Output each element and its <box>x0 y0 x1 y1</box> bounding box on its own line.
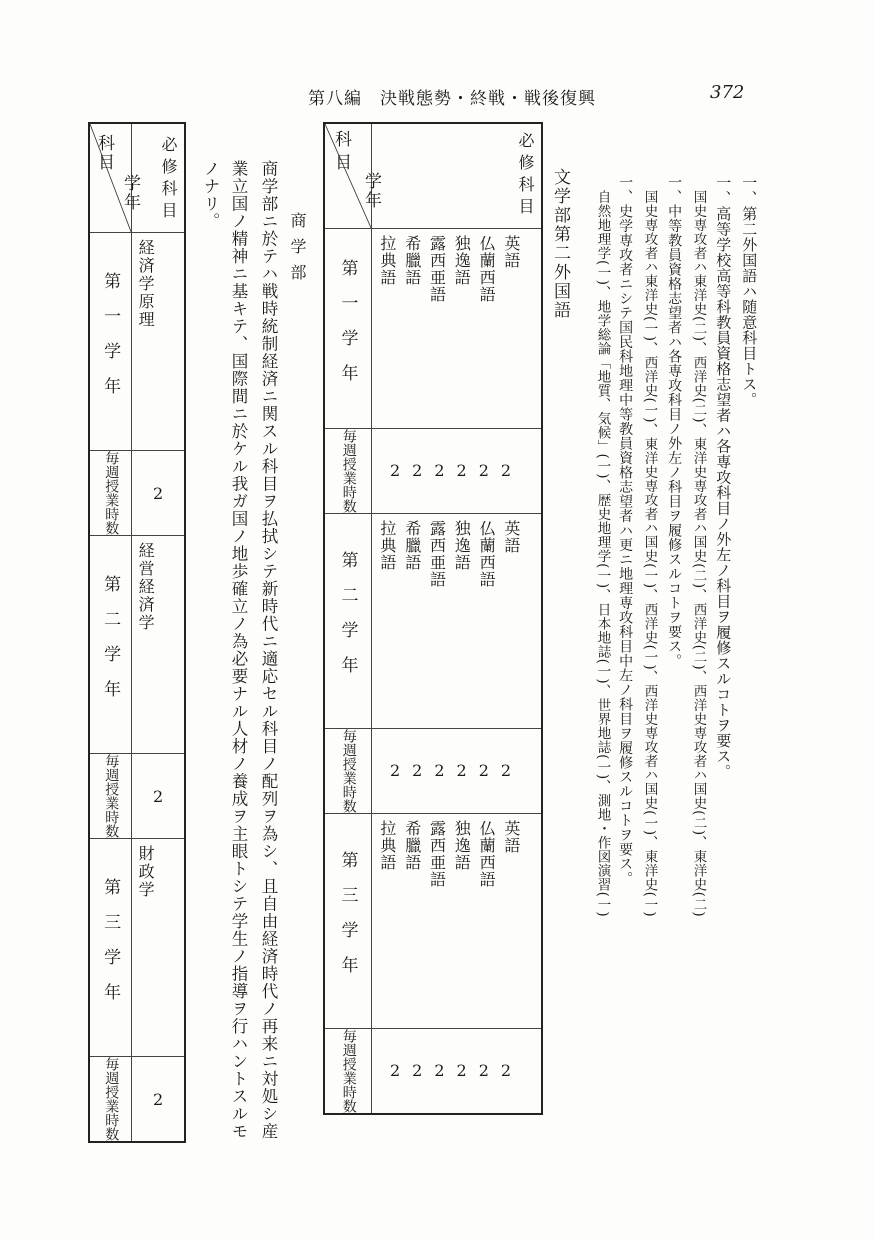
required-subjects-label: 必修科目 <box>132 123 185 233</box>
hours-value: 2 <box>478 760 501 780</box>
page-header <box>300 84 780 108</box>
year-3-header: 第三学年 <box>324 814 372 1029</box>
year-1-header: 第一学年 <box>324 229 372 429</box>
language-item: 露西亜語 <box>427 820 447 888</box>
corner-subject-label: 科目 <box>94 134 114 172</box>
year-1-hours <box>372 429 542 514</box>
language-item: 英語 <box>501 235 521 269</box>
hours-value: 2 <box>500 1060 524 1080</box>
commerce-body-line-3: ノナリ。 <box>200 160 220 230</box>
hours-value: 2 <box>478 1060 501 1080</box>
table-corner <box>89 123 140 233</box>
note-2: 一、高等学校高等科教員資格志望者ハ各専攻科目ノ外左ノ科目ヲ履修スルコトヲ要ス。 <box>714 175 733 780</box>
hours-value: 2 <box>389 460 413 480</box>
year-2-header: 第二学年 <box>324 514 372 729</box>
hours-value: 2 <box>152 786 164 806</box>
year-3-languages <box>372 814 542 1029</box>
hours-value: 2 <box>456 760 479 780</box>
year-1-languages <box>372 229 542 429</box>
language-item: 希臘語 <box>402 235 422 286</box>
language-item: 拉典語 <box>377 235 397 286</box>
note-1: 一、第二外国語ハ随意科目トス。 <box>740 175 759 408</box>
language-item: 露西亜語 <box>427 235 447 303</box>
year-3-hours <box>372 1029 542 1115</box>
year-3-hours <box>132 1057 185 1143</box>
note-6: 一、史学専攻者ニシテ国民科地理中等教員資格志望者ハ更ニ地理専攻科目中左ノ科目ヲ履修スルコトヲ要ス。 <box>617 175 634 886</box>
hours-value: 2 <box>152 483 164 503</box>
required-subjects-label: 必修科目 <box>372 123 542 229</box>
hours-value: 2 <box>412 760 435 780</box>
commerce-heading: 商学部 <box>288 212 307 290</box>
year-2-hours <box>372 729 542 814</box>
hours-value: 2 <box>389 1060 413 1080</box>
language-item: 仏蘭西語 <box>477 820 497 888</box>
hours-header: 毎週授業時数 <box>89 754 132 839</box>
hours-value: 2 <box>412 1060 435 1080</box>
hours-value: 2 <box>434 1060 457 1080</box>
hours-value: 2 <box>500 760 524 780</box>
hours-header: 毎週授業時数 <box>89 451 132 536</box>
subject-name: 経営経済学 <box>136 542 156 632</box>
language-item: 希臘語 <box>402 820 422 871</box>
running-title: 第八編 決戦態勢・終戦・戦後復興 <box>308 89 596 109</box>
hours-header: 毎週授業時数 <box>89 1057 132 1143</box>
language-item: 露西亜語 <box>427 520 447 588</box>
hours-value: 2 <box>456 1060 479 1080</box>
hours-header: 毎週授業時数 <box>324 429 372 514</box>
language-item: 独逸語 <box>452 235 472 286</box>
corner-year-label: 学年 <box>120 174 140 212</box>
corner-subject-label: 科目 <box>331 130 351 176</box>
literature-table-title: 文学部第二外国語 <box>550 168 570 320</box>
hours-value: 2 <box>434 760 457 780</box>
language-item: 英語 <box>501 820 521 854</box>
hours-value: 2 <box>500 460 524 480</box>
language-item: 仏蘭西語 <box>477 520 497 588</box>
hours-value: 2 <box>412 460 435 480</box>
commerce-body-line-1: 商学部ニ於テハ戦時統制経済ニ関スル科目ヲ払拭シテ新時代ニ適応セル科目ノ配列ヲ為シ、且自由経済時代ノ再来ニ対処シ産 <box>258 160 278 1140</box>
hours-value: 2 <box>152 1089 164 1109</box>
year-3-subject <box>132 839 185 1057</box>
language-item: 拉典語 <box>377 820 397 871</box>
language-item: 独逸語 <box>452 820 472 871</box>
year-2-hours <box>132 754 185 839</box>
literature-language-table <box>323 122 543 1115</box>
hours-value: 2 <box>478 460 501 480</box>
note-3: 国史専攻者ハ東洋史(二)、西洋史(二)、東洋史専攻者ハ国史(二)、西洋史(二)、西洋史専攻者ハ国史(二)、東洋史(二) <box>690 190 707 918</box>
hours-value: 2 <box>389 760 413 780</box>
hours-value: 2 <box>456 460 479 480</box>
language-item: 希臘語 <box>402 520 422 571</box>
subject-name: 財政学 <box>136 845 156 899</box>
hours-header: 毎週授業時数 <box>324 729 372 814</box>
year-2-header: 第二学年 <box>89 536 132 754</box>
table-corner <box>324 123 381 229</box>
corner-year-label: 学年 <box>361 172 381 210</box>
commerce-subject-table <box>88 122 186 1143</box>
year-2-subject <box>132 536 185 754</box>
language-item: 独逸語 <box>452 520 472 571</box>
commerce-body-line-2: 業立国ノ精神ニ基キテ、国際間ニ於ケル我ガ国ノ地歩確立ノ為必要ナル人材ノ養成ヲ主眼トシテ学生ノ指導ヲ行ハントスルモ <box>228 160 248 1140</box>
year-1-hours <box>132 451 185 536</box>
language-item: 仏蘭西語 <box>477 235 497 303</box>
note-7: 自然地理学(一)、地学総論「地質、気候」(一)、歴史地理学(一)、日本地誌(一)、世界地誌(一)、測地・作図演習(一) <box>594 190 611 918</box>
year-3-header: 第三学年 <box>89 839 132 1057</box>
page-number: 372 <box>710 82 745 103</box>
hours-value: 2 <box>434 460 457 480</box>
subject-name: 経済学原理 <box>136 239 156 329</box>
note-5: 国史専攻者ハ東洋史(一)、西洋史(一)、東洋史専攻者ハ国史(一)、西洋史(一)、西洋史専攻者ハ国史(一)、東洋史(一) <box>641 190 658 918</box>
year-1-header: 第一学年 <box>89 233 132 451</box>
hours-header: 毎週授業時数 <box>324 1029 372 1115</box>
language-item: 英語 <box>501 520 521 554</box>
year-1-subject <box>132 233 185 451</box>
language-item: 拉典語 <box>377 520 397 571</box>
note-4: 一、中等教員資格志望者ハ各専攻科目ノ外左ノ科目ヲ履修スルコトヲ要ス。 <box>666 175 683 668</box>
year-2-languages <box>372 514 542 729</box>
